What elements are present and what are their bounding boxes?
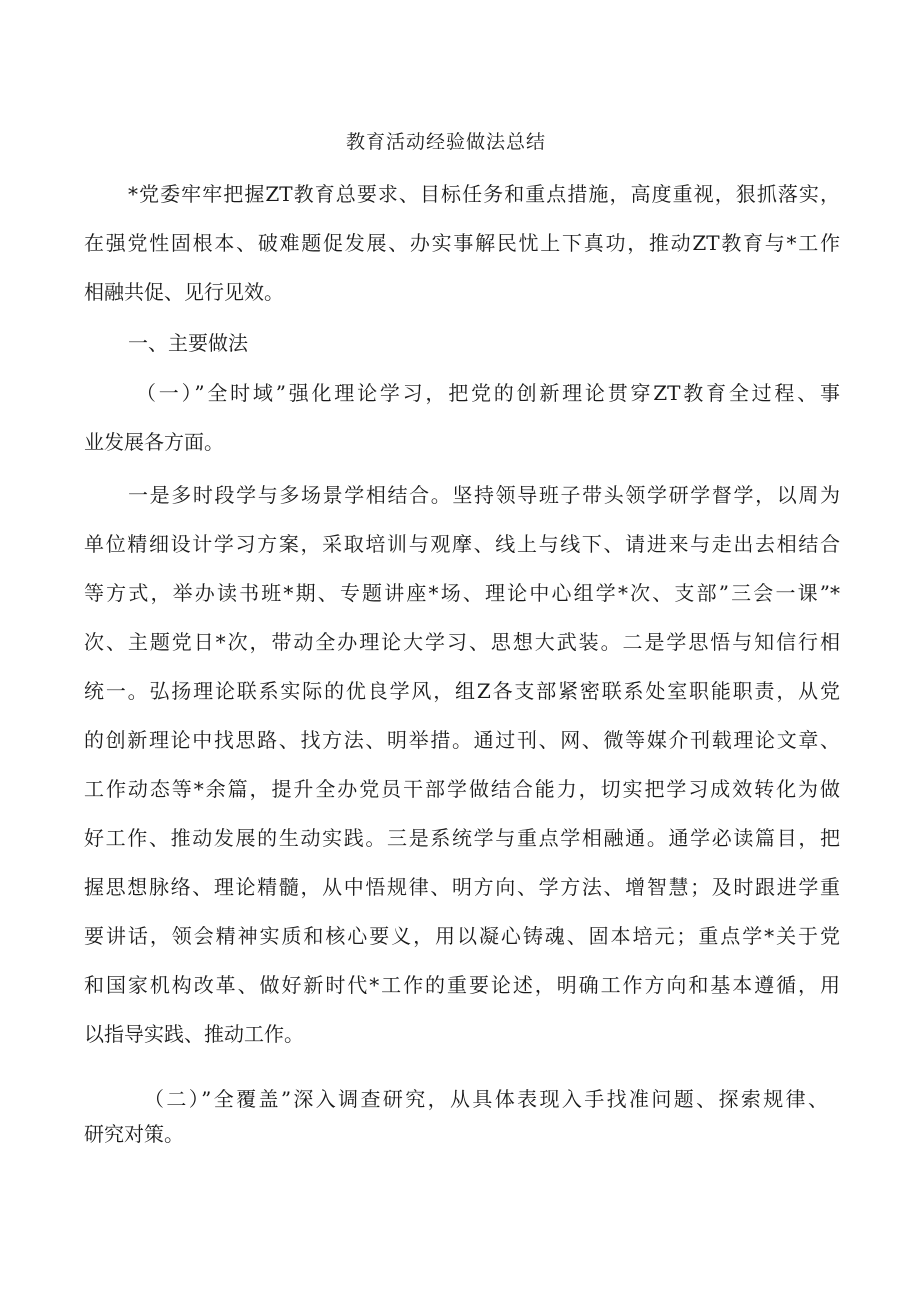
paragraph-line: 以指导实践、推动工作。	[84, 1022, 304, 1046]
paragraph-line: 好工作、推动发展的生动实践。三是系统学与重点学相融通。通学必读篇目，把	[84, 826, 840, 850]
paragraph-line: 工作动态等*余篇，提升全办党员干部学做结合能力，切实把学习成效转化为做	[84, 777, 840, 801]
paragraph-line: 单位精细设计学习方案，采取培训与观摩、线上与线下、请进来与走出去相结合	[84, 532, 840, 556]
document-title: 教育活动经验做法总结	[346, 131, 547, 153]
paragraph-line: 一是多时段学与多场景学相结合。坚持领导班子带头领学研学督学，以周为	[128, 483, 840, 507]
paragraph-line: 相融共促、见行见效。	[84, 280, 284, 304]
paragraph-line: 研究对策。	[84, 1122, 184, 1146]
paragraph-line: 在强党性固根本、破难题促发展、办实事解民忧上下真功，推动ZT教育与*工作	[84, 231, 840, 255]
paragraph-line: *党委牢牢把握ZT教育总要求、目标任务和重点措施，高度重视，狠抓落实，	[128, 182, 840, 206]
paragraph-line: 等方式，举办读书班*期、专题讲座*场、理论中心组学*次、支部”三会一课”*	[84, 581, 840, 605]
paragraph-line: 要讲话，领会精神实质和核心要义，用以凝心铸魂、固本培元；重点学*关于党	[84, 924, 840, 948]
paragraph-line: 和国家机构改革、做好新时代*工作的重要论述，明确工作方向和基本遵循，用	[84, 973, 840, 997]
subsection-heading: （一）”全时域”强化理论学习，把党的创新理论贯穿ZT教育全过程、事	[136, 381, 840, 405]
paragraph-line: 统一。弘扬理论联系实际的优良学风，组Z各支部紧密联系处室职能职责，从党	[84, 679, 840, 703]
section-heading: 一、主要做法	[128, 331, 248, 355]
paragraph-line: 握思想脉络、理论精髓，从中悟规律、明方向、学方法、增智慧；及时跟进学重	[84, 875, 840, 899]
paragraph-line: 次、主题党日*次，带动全办理论大学习、思想大武装。二是学思悟与知信行相	[84, 630, 840, 654]
subsection-heading: （二）”全覆盖”深入调查研究，从具体表现入手找准问题、探索规律、	[144, 1087, 828, 1111]
paragraph-line: 业发展各方面。	[84, 430, 224, 454]
paragraph-line: 的创新理论中找思路、找方法、明举措。通过刊、网、微等媒介刊载理论文章、	[84, 728, 840, 752]
